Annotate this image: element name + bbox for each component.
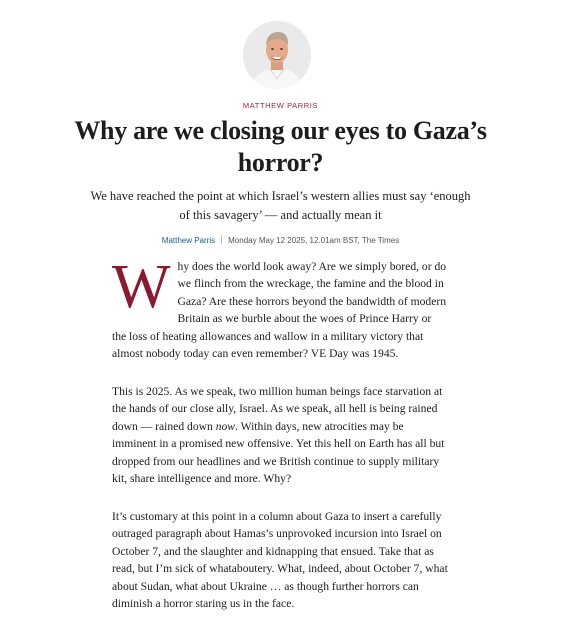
article-paragraph-1: [112, 253, 448, 362]
author-kicker[interactable]: MATTHEW PARRIS: [242, 101, 319, 110]
article-body: [112, 253, 448, 633]
paragraph-2-text-b: . Within days, new atrocities may be imminent in a promised new offensive. Yet this hell on Earth has all but dropped from our headlines and we British continue to supply military kit, share intelligence and more. Why?: [112, 419, 445, 485]
author-portrait-svg: [243, 21, 311, 89]
article-paragraph-3: It’s customary at this point in a column about Gaza to insert a carefully outraged paragraph about Hamas’s unprovoked incursion into Israel on October 7, and the slaughter and kidnapping that ensued. Take that as read, but I’m sick of whataboutery. What, indeed, about October 7, what about Sudan, what about Ukraine … as though further horrors can diminish a horror staring us in the face.: [112, 509, 448, 610]
article-standfirst: We have reached the point at which Israel’s western allies must say ‘enough of this savagery’ — and actually mean it: [90, 189, 471, 222]
author-portrait-icon[interactable]: [243, 21, 311, 89]
paragraph-2-emphasis: now: [215, 419, 236, 433]
paragraph-1-text: hy does the world look away? Are we simply bored, or do we flinch from the wreckage, the famine and the blood in Gaza? Are these horrors beyond the bandwidth of modern Britain as we burble about the woes of Prince Harry or the loss of heating allowances and wallow in a military victory that almost nobody today can even remember? VE Day was 1945.: [112, 260, 447, 361]
byline-author-link[interactable]: Matthew Parris: [161, 236, 216, 245]
byline-divider: [221, 235, 222, 244]
paragraph-2-text-a: This is 2025. As we speak, two million human beings face starvation at the hands of our close ally, Israel. As we speak, all hell is being rained down — rained down: [112, 384, 443, 433]
article-headline: Why are we closing our eyes to Gaza’s horror?: [74, 116, 487, 177]
drop-cap: W: [112, 253, 171, 321]
byline-dateline: Monday May 12 2025, 12.01am BST, The Times: [228, 236, 400, 245]
article-byline: [0, 235, 561, 245]
article-paragraph-2: [112, 383, 448, 487]
